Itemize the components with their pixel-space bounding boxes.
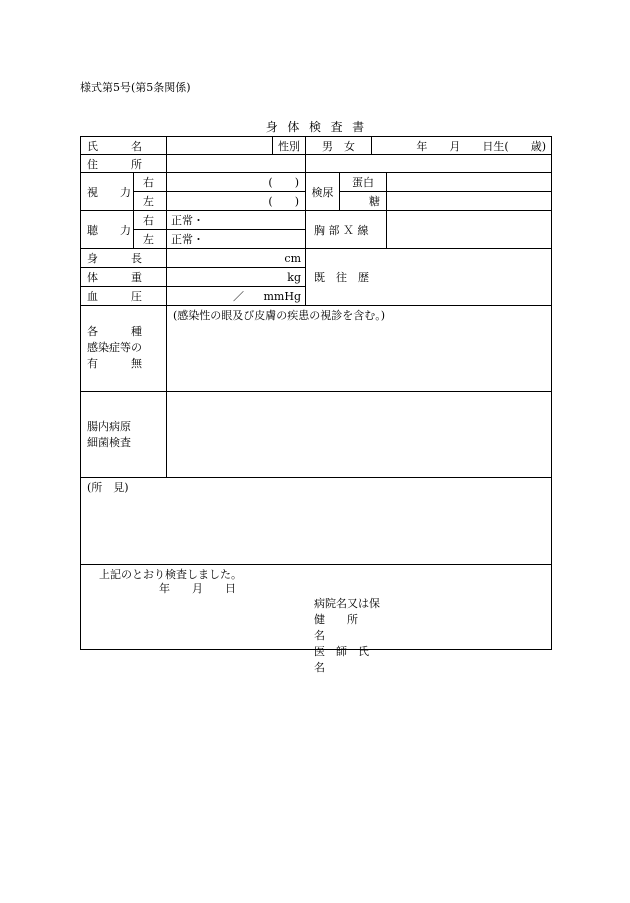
weight-field[interactable]: kg bbox=[287, 270, 301, 284]
infection-field[interactable] bbox=[167, 325, 551, 391]
chest-xray-field[interactable] bbox=[387, 211, 551, 248]
hearing-left-label: 左 bbox=[143, 233, 154, 246]
name-label: 氏 名 bbox=[87, 139, 142, 153]
chest-xray-label: 胸 部 Ｘ 線 bbox=[314, 223, 369, 237]
findings-label: (所 見) bbox=[87, 481, 129, 494]
hearing-left-field[interactable]: 正常・ bbox=[171, 233, 204, 246]
bacteria-exam-field[interactable] bbox=[167, 392, 551, 477]
vision-left-label: 左 bbox=[143, 195, 154, 208]
sex-label: 性別 bbox=[278, 139, 300, 153]
signature-field[interactable] bbox=[393, 596, 543, 644]
sex-options[interactable]: 男 女 bbox=[322, 139, 355, 153]
vision-right-label: 右 bbox=[143, 176, 154, 189]
exam-form-table bbox=[80, 136, 552, 674]
hearing-right-field[interactable]: 正常・ bbox=[171, 214, 204, 227]
signature-block: 病院名又は保 健 所 名 医 師 氏 名 bbox=[314, 597, 380, 674]
bacteria-exam-label: 腸内病原 細菌検査 bbox=[87, 420, 131, 449]
blood-pressure-field[interactable]: ／ mmHg bbox=[233, 289, 301, 303]
vision-label: 視 力 bbox=[87, 185, 131, 199]
urine-label: 検尿 bbox=[311, 185, 334, 199]
infection-note: (感染性の眼及び皮膚の疾患の視診を含む。) bbox=[173, 309, 386, 322]
weight-label: 体 重 bbox=[87, 271, 142, 284]
findings-field[interactable] bbox=[81, 497, 551, 563]
urine-sugar-field[interactable] bbox=[387, 192, 551, 210]
certification-statement: 上記のとおり検査しました。 bbox=[99, 568, 242, 581]
urine-sugar-label: 糖 bbox=[369, 195, 380, 208]
form-reference: 様式第5号(第5条関係) bbox=[80, 81, 191, 94]
height-field[interactable]: cm bbox=[284, 251, 301, 265]
address-field[interactable] bbox=[167, 155, 551, 172]
height-label: 身 長 bbox=[87, 252, 142, 265]
urine-protein-label: 蛋白 bbox=[352, 176, 374, 189]
hearing-label: 聴 力 bbox=[87, 223, 131, 237]
medical-history-field[interactable] bbox=[387, 249, 551, 305]
address-label: 住 所 bbox=[87, 157, 142, 171]
birth-date-field[interactable]: 年 月 日生( 歳) bbox=[416, 139, 546, 153]
vision-right-field[interactable]: ( ) bbox=[268, 176, 299, 189]
blood-pressure-label: 血 圧 bbox=[87, 290, 142, 303]
medical-history-label: 既 往 歴 bbox=[314, 271, 369, 284]
vision-left-field[interactable]: ( ) bbox=[268, 195, 299, 208]
certification-date[interactable]: 年 月 日 bbox=[159, 582, 236, 595]
name-field[interactable] bbox=[167, 137, 271, 154]
urine-protein-field[interactable] bbox=[387, 173, 551, 191]
document-title: 身体検査書 bbox=[265, 120, 374, 134]
infection-label: 各 種 感染症等の 有 無 bbox=[87, 325, 142, 370]
hearing-right-label: 右 bbox=[143, 214, 154, 227]
